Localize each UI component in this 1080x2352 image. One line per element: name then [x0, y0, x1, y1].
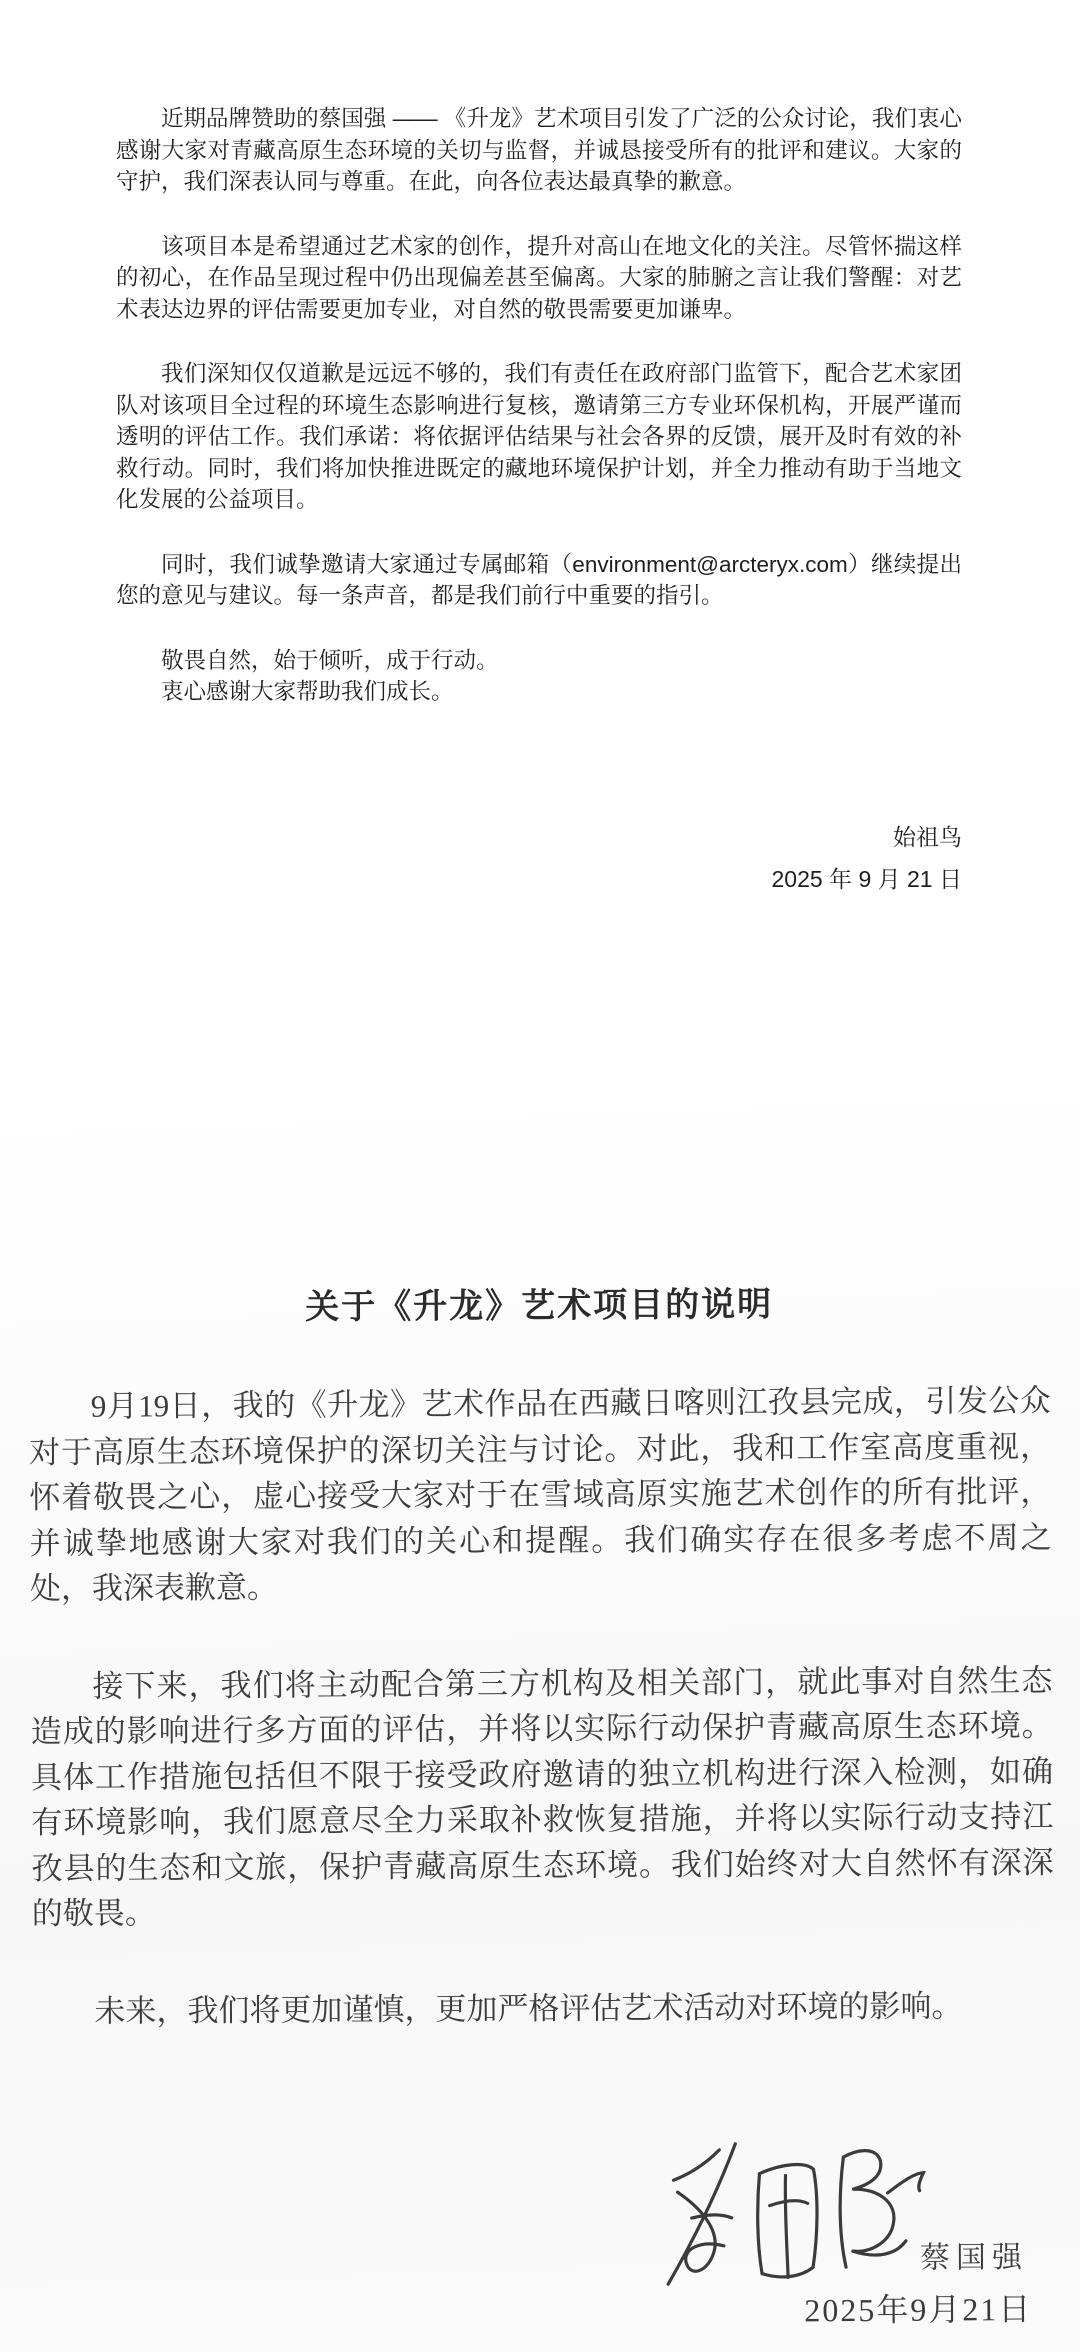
- statement1-closing: [116, 645, 962, 708]
- brand-statement: [0, 0, 1080, 900]
- statement2-signature-block: [33, 2132, 1057, 2352]
- statement1-paragraph: 我们深知仅仅道歉是远远不够的，我们有责任在政府部门监管下，配合艺术家团队对该项目全过程的环境生态影响进行复核，邀请第三方专业环保机构，开展严谨而透明的评估工作。我们承诺：将依据评估结果与社会各界的反馈，展开及时有效的补救行动。同时，我们将加快推进既定的藏地环境保护计划，并全力推动有助于当地文化发展的公益项目。: [116, 361, 962, 512]
- closing-line: 敬畏自然，始于倾听，成于行动。: [161, 647, 499, 673]
- statement1-paragraph: 同时，我们诚挚邀请大家通过专属邮箱（environment@arcteryx.com）继续提出您的意见与建议。每一条声音，都是我们前行中重要的指引。: [116, 551, 962, 608]
- statement2-date: 2025年9月21日: [804, 2291, 1033, 2329]
- statement1-signature-block: [116, 816, 962, 900]
- statement1-signer: 始祖鸟: [893, 823, 962, 850]
- statement2-title: 关于《升龙》艺术项目的说明: [305, 1286, 774, 1327]
- statement2-paragraph: 9月19日，我的《升龙》艺术作品在西藏日喀则江孜县完成，引发公众对于高原生态环境保护的深切关注与讨论。对此，我和工作室高度重视，怀着敬畏之心，虚心接受大家对于在雪域高原实施艺术创作的所有批评，并诚挚地感谢大家对我们的关心和提醒。我们确实存在很多考虑不周之处，我深表歉意。: [28, 1382, 1052, 1607]
- statement2-paragraph: 未来，我们将更加谨慎，更加严格评估艺术活动对环境的影响。: [94, 1987, 963, 2029]
- statement2-signer: 蔡国强: [919, 2241, 1029, 2275]
- statement1-paragraph: 该项目本是希望通过艺术家的创作，提升对高山在地文化的关注。尽管怀揣这样的初心，在作品呈现过程中仍出现偏差甚至偏离。大家的肺腑之言让我们警醒：对艺术表达边界的评估需要更加专业，对自然的敬畏需要更加谦卑。: [116, 233, 962, 322]
- closing-line: 衷心感谢大家帮助我们成长。: [161, 679, 454, 704]
- statement1-date: 2025 年 9 月 21 日: [771, 865, 962, 892]
- artist-statement-photo: [0, 1100, 1080, 2352]
- statement2-paragraph: 接下来，我们将主动配合第三方机构及相关部门，就此事对自然生态造成的影响进行多方面的评估，并将以实际行动保护青藏高原生态环境。具体工作措施包括但不限于接受政府邀请的独立机构进行深入检测，如确有环境影响，我们愿意尽全力采取补救恢复措施，并将以实际行动支持江孜县的生态和文旅，保护青藏高原生态环境。我们始终对大自然怀有深深的敬畏。: [30, 1662, 1054, 1932]
- artist-statement-content: [28, 1275, 1057, 2352]
- statement1-paragraph: 近期品牌赞助的蔡国强 —— 《升龙》艺术项目引发了广泛的公众讨论，我们衷心感谢大家对青藏高原生态环境的关切与监督，并诚恳接受所有的批评和建议。大家的守护，我们深表认同与尊重。在此，向各位表达最真挚的歉意。: [116, 106, 962, 194]
